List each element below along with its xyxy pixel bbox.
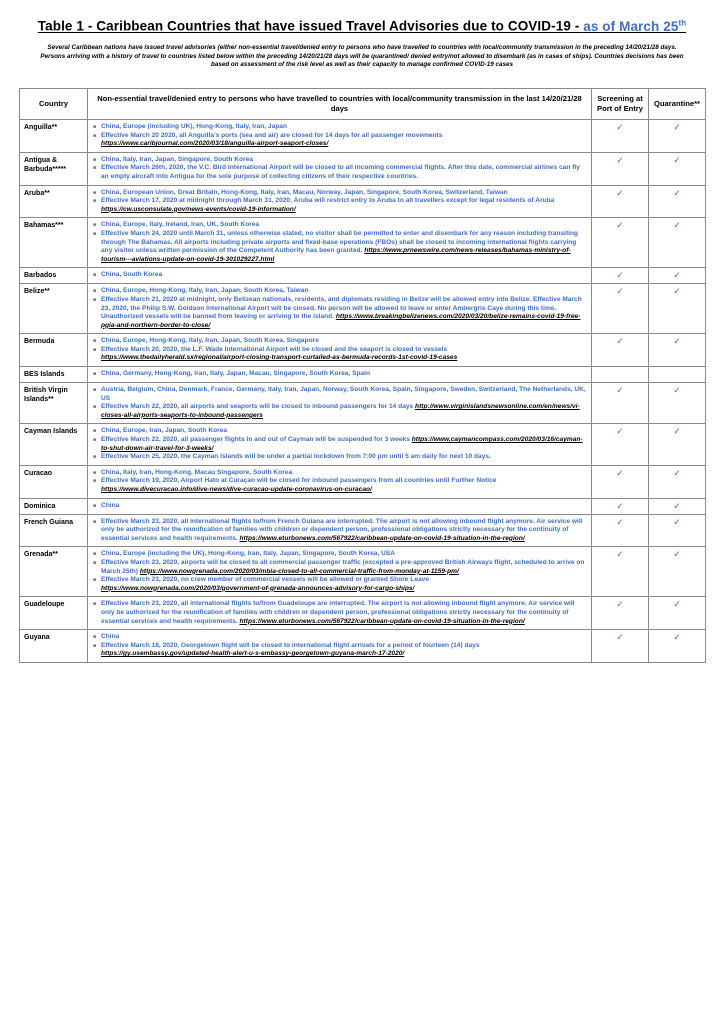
check-icon: ✓ — [616, 122, 624, 132]
screening-cell — [592, 547, 649, 597]
source-link[interactable]: https://www.caymancompass.com/2020/03/16/cayman-to-shut-down-air-travel-for-3-weeks/ — [101, 436, 583, 452]
country-cell: Guadeloupe — [20, 597, 88, 630]
advisory-list — [92, 386, 587, 420]
country-cell: BES Islands — [20, 367, 88, 383]
advisory-cell — [88, 498, 592, 514]
title-date-text: as of March 25 — [583, 18, 679, 34]
advisory-item — [92, 230, 587, 264]
advisory-list — [92, 370, 587, 379]
table-row — [20, 284, 706, 334]
advisory-item — [92, 576, 587, 593]
screening-cell — [592, 218, 649, 268]
quarantine-cell — [649, 268, 706, 284]
title-date-sup: th — [678, 18, 687, 27]
check-icon: ✓ — [673, 220, 681, 231]
advisory-table — [19, 88, 706, 663]
advisory-cell — [88, 514, 592, 547]
quarantine-cell — [649, 383, 706, 424]
quarantine-cell — [649, 152, 706, 185]
advisory-item — [92, 559, 587, 576]
check-icon: ✓ — [616, 187, 624, 198]
country-cell: Anguilla** — [20, 120, 88, 153]
advisory-item — [92, 550, 587, 559]
quarantine-cell — [649, 185, 706, 218]
advisory-item — [92, 189, 587, 198]
table-row — [20, 424, 706, 465]
table-row — [20, 465, 706, 498]
advisory-list — [92, 518, 587, 544]
check-icon: ✓ — [616, 599, 624, 610]
advisory-item — [92, 453, 587, 462]
advisory-text: Effective March 18, 2020, Georgetown flight will be closed to international flight arrivals for a period of fourteen (14) days — [101, 641, 480, 649]
advisory-cell — [88, 465, 592, 498]
advisory-item — [92, 132, 587, 149]
advisory-item — [92, 164, 587, 181]
table-row — [20, 120, 706, 153]
check-icon: ✓ — [673, 632, 681, 643]
quarantine-cell — [649, 367, 706, 383]
advisory-item — [92, 370, 587, 379]
source-link[interactable]: https://www.thedailyherald.sx/regional/airport-closing-transport-curtailed-as-bermuda-records-1st-covid-19-cases — [101, 354, 458, 362]
table-row — [20, 268, 706, 284]
advisory-cell — [88, 334, 592, 367]
advisory-item — [92, 427, 587, 436]
country-cell: Aruba** — [20, 185, 88, 218]
check-icon: ✓ — [673, 426, 681, 437]
advisory-list — [92, 221, 587, 264]
country-cell: Guyana — [20, 630, 88, 663]
advisory-item — [92, 337, 587, 346]
advisory-text: Effective March 22, 2020, all passenger flights in and out of Cayman will be suspended for 3 weeks — [101, 436, 412, 444]
check-icon: ✓ — [673, 500, 681, 511]
advisory-list — [92, 502, 587, 511]
advisory-text: Effective March 24, 2020 until March 31, unless otherwise stated, no visitor shall be permitted to enter and disembark for any reason including transiting through The Bahamas. All airports including private airports and fixed-base operations (FBOs) shall be closed to incoming international flights carrying any visitor unless written permission of the Competent Authority has been granted. — [101, 229, 579, 255]
advisory-text: Effective March 25, 2020, the Cayman Islands will be under a partial lockdown from 7:00 pm until 5 am daily for next 10 days. — [101, 453, 491, 461]
quarantine-cell — [649, 424, 706, 465]
screening-cell — [592, 120, 649, 153]
advisory-item — [92, 346, 587, 363]
check-icon: ✓ — [616, 286, 624, 297]
quarantine-cell — [649, 334, 706, 367]
advisory-text: China, Europe, Italy, Ireland, Iran, UK, South Korea — [101, 221, 260, 229]
advisory-text: China, Europe (including the UK), Hong-Kong, Iran, Italy, Japan, Singapore, South Korea, USA — [101, 550, 396, 558]
advisory-cell — [88, 218, 592, 268]
table-row — [20, 383, 706, 424]
country-cell: French Guiana — [20, 514, 88, 547]
check-icon: ✓ — [673, 270, 681, 281]
quarantine-cell — [649, 630, 706, 663]
table-body — [20, 120, 706, 663]
quarantine-cell — [649, 514, 706, 547]
screening-cell — [592, 383, 649, 424]
check-icon: ✓ — [616, 516, 624, 527]
advisory-cell — [88, 547, 592, 597]
quarantine-cell — [649, 465, 706, 498]
advisory-list — [92, 271, 587, 280]
source-link[interactable]: http://www.virginislandsnewsonline.com/en/news/vi-closes-all-airports-seaports-to-inbound-passengers — [101, 403, 580, 419]
advisory-text: China, Italy, Iran, Hong-Kong, Macau Singapore, South Korea — [101, 468, 293, 476]
advisory-list — [92, 600, 587, 626]
country-cell: Belize** — [20, 284, 88, 334]
advisory-text: Effective March 26th, 2020, the V.C. Bird International Airport will be closed to all incoming commercial flights. After this date, commercial airlines can fly an empty aircraft into Antigua for the sole purpose of collecting citizens of their respective countries. — [101, 164, 580, 180]
check-icon: ✓ — [616, 385, 624, 396]
header-quarantine: Quarantine** — [649, 89, 706, 120]
quarantine-cell — [649, 597, 706, 630]
advisory-item — [92, 600, 587, 626]
advisory-cell — [88, 185, 592, 218]
advisory-item — [92, 642, 587, 659]
advisory-text: China — [101, 633, 120, 641]
check-icon: ✓ — [673, 336, 681, 347]
screening-cell — [592, 334, 649, 367]
quarantine-cell — [649, 218, 706, 268]
advisory-item — [92, 403, 587, 420]
quarantine-cell — [649, 547, 706, 597]
screening-cell — [592, 424, 649, 465]
source-link[interactable]: https://www.nowgrenada.com/2020/03/government-of-grenada-announces-advisory-for-cargo-ships/ — [101, 584, 415, 592]
source-link[interactable]: https://cw.usconsulate.gov/news-events/covid-19-information/ — [101, 205, 296, 213]
screening-cell — [592, 498, 649, 514]
header-screening: Screening at Port of Entry — [592, 89, 649, 120]
advisory-item — [92, 518, 587, 544]
advisory-item — [92, 633, 587, 642]
advisory-list — [92, 123, 587, 149]
advisory-cell — [88, 597, 592, 630]
check-icon: ✓ — [673, 385, 681, 396]
check-icon: ✓ — [616, 220, 624, 231]
advisory-text: China, Germany, Hong-Kong, Iran, Italy, Japan, Macau, Singapore, South Korea, Spain — [101, 370, 371, 378]
screening-cell — [592, 465, 649, 498]
source-link[interactable]: https://www.eturbonews.com/567922/caribbean-update-on-covid-19-situation-in-the-region/ — [239, 617, 525, 625]
check-icon: ✓ — [673, 122, 681, 132]
advisory-list — [92, 469, 587, 495]
country-cell: Antigua & Barbuda***** — [20, 152, 88, 185]
advisory-text: China, Europe, Iran, Japan, South Korea — [101, 427, 228, 435]
advisory-cell — [88, 284, 592, 334]
source-link[interactable]: https://www.prnewswire.com/news-releases/bahamas-ministry-of-tourism---aviations-update-on-covid-19-301029227.html — [101, 247, 571, 263]
country-cell: Grenada** — [20, 547, 88, 597]
check-icon: ✓ — [616, 549, 624, 560]
title-date — [583, 19, 686, 34]
check-icon: ✓ — [616, 154, 624, 165]
source-link[interactable]: https://www.eturbonews.com/567922/caribbean-update-on-covid-19-situation-in-the-region/ — [239, 534, 525, 542]
screening-cell — [592, 597, 649, 630]
advisory-item — [92, 271, 587, 280]
check-icon: ✓ — [673, 154, 681, 165]
page-title — [0, 18, 724, 34]
advisory-text: Effective March 19, 2020, Airport Hato at Curaçao will be closed for inbound passengers from all countries until Further Notice — [101, 477, 497, 485]
advisory-cell — [88, 120, 592, 153]
check-icon: ✓ — [673, 549, 681, 560]
advisory-item — [92, 502, 587, 511]
check-icon: ✓ — [616, 632, 624, 643]
advisory-text: Effective March 23, 2020, airports will be closed to all commercial passenger traffic (excepted a pre-approved British Airways flight, scheduled to arrive on March 25th) — [101, 558, 585, 575]
check-icon: ✓ — [616, 426, 624, 437]
advisory-list — [92, 156, 587, 182]
check-icon: ✓ — [616, 270, 624, 281]
country-cell: Cayman Islands — [20, 424, 88, 465]
advisory-item — [92, 221, 587, 230]
advisory-text: Effective March 21, 2020 at midnight, only Belizean nationals, residents, and diplomats residing in Belize will be allowed entry into Belize. Effective March 23, 2020, the Philip S.W. Goldson International Airport will be closed. No person will be allowed to leave or enter Ambergris Caye during this time. Unauthorized vessels will be banned from leaving or arriving to the island. — [101, 295, 582, 321]
title-text: Table 1 - Caribbean Countries that have issued Travel Advisories due to COVID-19 - — [37, 18, 584, 34]
check-icon: ✓ — [673, 516, 681, 527]
advisory-item — [92, 477, 587, 494]
country-cell: Bahamas*** — [20, 218, 88, 268]
source-link[interactable]: https://gy.usembassy.gov/updated-health-alert-u-s-embassy-georgetown-guyana-march-17-2020/ — [101, 650, 405, 658]
advisory-text: Effective March 22, 2020, all airports and seaports will be closed to inbound passengers for 14 days — [101, 403, 416, 411]
check-icon: ✓ — [673, 467, 681, 478]
advisory-list — [92, 337, 587, 363]
table-row — [20, 367, 706, 383]
check-icon: ✓ — [673, 599, 681, 610]
table-row — [20, 185, 706, 218]
advisory-item — [92, 436, 587, 453]
advisory-text: Effective March 23, 2020, no crew member of commercial vessels will be allowed or granted Shore Leave — [101, 576, 429, 584]
advisory-text: Austria, Belgium, China, Denmark, France, Germany, Italy, Iran, Japan, Norway, South Korea, Spain, Singapore, Sweden, Switzerland, The Netherlands, UK, US — [101, 386, 586, 402]
advisory-item — [92, 296, 587, 330]
check-icon: ✓ — [616, 500, 624, 511]
country-cell: Curacao — [20, 465, 88, 498]
advisory-cell — [88, 630, 592, 663]
table-row — [20, 514, 706, 547]
quarantine-cell — [649, 498, 706, 514]
screening-cell — [592, 630, 649, 663]
advisory-cell — [88, 383, 592, 424]
advisory-text: China, Italy, Iran, Japan, Singapore, South Korea — [101, 155, 253, 163]
advisory-cell — [88, 152, 592, 185]
screening-cell — [592, 185, 649, 218]
advisory-text: China, South Korea — [101, 271, 163, 279]
advisory-cell — [88, 424, 592, 465]
table-row — [20, 630, 706, 663]
advisory-text: China, Europe (including UK), Hong-Kong, Italy, Iran, Japan — [101, 123, 287, 130]
table-row — [20, 547, 706, 597]
country-cell: Barbados — [20, 268, 88, 284]
screening-cell — [592, 268, 649, 284]
advisory-text: Effective March 20 2020, all Anguilla’s ports (sea and air) are closed for 14 days for all passenger movements — [101, 131, 443, 139]
advisory-list — [92, 550, 587, 593]
advisory-list — [92, 287, 587, 330]
intro-paragraph: Several Caribbean nations have issued travel advisories (either non-essential travel/denied entry to persons who have travelled to countries with local/community transmission in the preceding 14/20/21/28 days. Persons arriving with a history of travel to countries listed below within the preceding 14/20/21/28 days will be quarantined/ denied entry/not allowed to disembark (as in cases of ships). Countries decisions has been based on assessment of the risk level as well as their capacity to manage confirmed COVID-19 cases — [40, 44, 684, 69]
check-icon: ✓ — [616, 336, 624, 347]
advisory-text: China, European Union, Great Britain, Hong-Kong, Italy, Iran, Macau, Norway, Japan, Singapore, South Korea, Switzerland, Taiwan — [101, 188, 508, 196]
country-cell: Bermuda — [20, 334, 88, 367]
advisory-text: China, Europe, Hong-Kong, Italy, Iran, Japan, South Korea, Taiwan — [101, 287, 309, 295]
advisory-cell — [88, 268, 592, 284]
header-travel: Non-essential travel/denied entry to persons who have travelled to countries with local/community transmission in the last 14/20/21/28 days — [88, 89, 592, 120]
check-icon: ✓ — [673, 286, 681, 297]
advisory-item — [92, 123, 587, 132]
advisory-item — [92, 287, 587, 296]
advisory-list — [92, 189, 587, 215]
advisory-item — [92, 386, 587, 403]
advisory-text: China — [101, 501, 120, 509]
advisory-text: Effective March 20, 2020, the L.F. Wade International Airport will be closed and the seaport is closed to vessels — [101, 345, 448, 353]
quarantine-cell — [649, 120, 706, 153]
screening-cell — [592, 367, 649, 383]
source-link[interactable]: https://www.nowgrenada.com/2020/03/mbia-closed-to-all-commercial-traffic-from-monday-at-1159-pm/ — [139, 567, 459, 575]
source-link[interactable]: https://www.breakingbelizenews.com/2020/03/20/belize-remains-covid-19-free-pgia-and-northern-border-to-close/ — [101, 313, 581, 329]
country-cell: Dominica — [20, 498, 88, 514]
table-row — [20, 597, 706, 630]
screening-cell — [592, 152, 649, 185]
advisory-text: Effective March 23, 2020, all international flights to/from Guadeloupe are interrupted. The airport is not allowing inbound flight anymore. Air service will only be authorized for the reunification of families with children or dependent person, professional obligations strictly necessary for the continuity of essential services and health requirements. — [101, 600, 575, 625]
table-row — [20, 152, 706, 185]
table-row — [20, 334, 706, 367]
advisory-list — [92, 633, 587, 659]
table-row — [20, 498, 706, 514]
advisory-item — [92, 469, 587, 478]
source-link[interactable]: https://www.caribjournal.com/2020/03/18/anguilla-airport-seaport-closes/ — [101, 140, 329, 148]
check-icon: ✓ — [616, 467, 624, 478]
advisory-item — [92, 197, 587, 214]
table-header-row — [20, 89, 706, 120]
screening-cell — [592, 284, 649, 334]
advisory-text: Effective March 23, 2020, all international flights to/from French Guiana are interrupted. The airport is not allowing inbound flight anymore. Air service will only be authorized for the reunification of families with children or dependent person, professional obligations strictly necessary for the continuity of essential services and health requirements. — [101, 517, 583, 542]
quarantine-cell — [649, 284, 706, 334]
advisory-item — [92, 156, 587, 165]
check-icon: ✓ — [673, 187, 681, 198]
header-country: Country — [20, 89, 88, 120]
screening-cell — [592, 514, 649, 547]
advisory-cell — [88, 367, 592, 383]
advisory-text: China, Europe, Hong-Kong, Italy, Iran, Japan, South Korea, Singapore — [101, 337, 319, 345]
source-link[interactable]: https://www.divecuracao.info/dive-news/dive-curacao-update-coronavirus-on-curacao/ — [101, 486, 372, 493]
advisory-text: Effective March 17, 2020 at midnight through March 31, 2020, Aruba will restrict entry to Aruba to all travellers except for legal residents of Aruba — [101, 197, 555, 205]
country-cell: British Virgin Islands** — [20, 383, 88, 424]
table-row — [20, 218, 706, 268]
advisory-list — [92, 427, 587, 461]
